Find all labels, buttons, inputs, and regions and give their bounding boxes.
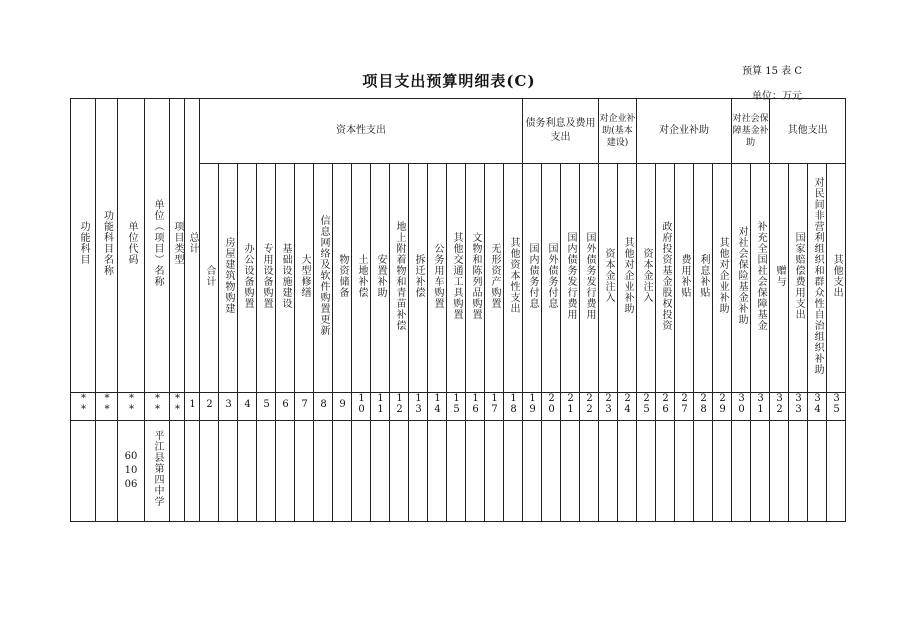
index-number-32: 34: [808, 393, 827, 421]
group-enterprise: 对企业补助: [637, 99, 732, 164]
header-unit-name: 单位（项目）名称: [145, 99, 170, 393]
header-project-type: 项目类型: [170, 99, 185, 393]
index-number-20: 22: [580, 393, 599, 421]
index-fixed-4: **: [170, 393, 185, 421]
subheader-other-3: 其他支出: [827, 164, 846, 393]
data-cell: [637, 421, 656, 522]
index-number-25: 27: [675, 393, 694, 421]
group-debt: 债务利息及费用支出: [523, 99, 599, 164]
header-function-name: 功能科目名称: [96, 99, 118, 393]
index-number-12: 14: [428, 393, 447, 421]
subheader-capital-11: 拆迁补偿: [409, 164, 428, 393]
data-cell: [371, 421, 390, 522]
index-fixed-3: **: [145, 393, 170, 421]
index-number-27: 29: [713, 393, 732, 421]
index-fixed-5: 1: [185, 393, 200, 421]
data-cell: [314, 421, 333, 522]
subheader-debt-3: 国外债务发行费用: [580, 164, 599, 393]
index-number-26: 28: [694, 393, 713, 421]
data-cell: [409, 421, 428, 522]
group-social: 对社会保障基金补助: [732, 99, 770, 164]
index-number-31: 33: [789, 393, 808, 421]
header-function-code: 功能科目: [71, 99, 96, 393]
data-cell: [694, 421, 713, 522]
group-other: 其他支出: [770, 99, 846, 164]
data-cell: [732, 421, 751, 522]
index-number-8: 10: [352, 393, 371, 421]
data-cell: [428, 421, 447, 522]
subheader-capital-6: 信息网络及软件购置更新: [314, 164, 333, 393]
cell-function-code: [71, 421, 96, 522]
subheader-debt-0: 国内债务付息: [523, 164, 542, 393]
subheader-enterprise-1: 政府投资基金股权投资: [656, 164, 675, 393]
index-number-0: 2: [200, 393, 219, 421]
subheader-capital-9: 安置补助: [371, 164, 390, 393]
subheader-enterprise-2: 费用补贴: [675, 164, 694, 393]
budget-table: [70, 98, 846, 522]
index-number-28: 30: [732, 393, 751, 421]
data-cell: [523, 421, 542, 522]
data-cell: [447, 421, 466, 522]
index-fixed-2: **: [118, 393, 145, 421]
index-number-16: 18: [504, 393, 523, 421]
header-total: 总计: [185, 99, 200, 393]
cell-total: [185, 421, 200, 522]
data-cell: [751, 421, 770, 522]
form-code: 预算 15 表 C: [742, 66, 802, 77]
subheader-capital-10: 地上附着物和青苗补偿: [390, 164, 409, 393]
index-number-18: 20: [542, 393, 561, 421]
subheader-capital-12: 公务用车购置: [428, 164, 447, 393]
header-unit-code: 单位代码: [118, 99, 145, 393]
subheader-social-1: 补充全国社会保障基金: [751, 164, 770, 393]
index-number-4: 6: [276, 393, 295, 421]
subheader-capital-14: 文物和陈列品购置: [466, 164, 485, 393]
cell-project-type: [170, 421, 185, 522]
index-number-19: 21: [561, 393, 580, 421]
subheader-capital-3: 专用设备购置: [257, 164, 276, 393]
index-number-9: 11: [371, 393, 390, 421]
data-cell: [295, 421, 314, 522]
data-cell: [257, 421, 276, 522]
index-number-3: 5: [257, 393, 276, 421]
subheader-capital-13: 其他交通工具购置: [447, 164, 466, 393]
group-enterprise-capital: 对企业补助(基本建设): [599, 99, 637, 164]
index-number-17: 19: [523, 393, 542, 421]
cell-function-name: [96, 421, 118, 522]
index-number-21: 23: [599, 393, 618, 421]
data-cell: [808, 421, 827, 522]
subheader-capital-0: 合计: [200, 164, 219, 393]
subheader-capital-15: 无形资产购置: [485, 164, 504, 393]
data-cell: [504, 421, 523, 522]
index-number-7: 9: [333, 393, 352, 421]
cell-unit-name: 平江县第四中学: [145, 421, 170, 522]
data-cell: [713, 421, 732, 522]
subheader-capital-2: 办公设备购置: [238, 164, 257, 393]
index-number-5: 7: [295, 393, 314, 421]
group-capital: 资本性支出: [200, 99, 523, 164]
subheader-capital-5: 大型修缮: [295, 164, 314, 393]
index-number-6: 8: [314, 393, 333, 421]
index-number-23: 25: [637, 393, 656, 421]
subheader-capital-16: 其他资本性支出: [504, 164, 523, 393]
page-title: 项目支出预算明细表(C): [362, 72, 536, 90]
index-number-24: 26: [656, 393, 675, 421]
subheader-debt-1: 国外债务付息: [542, 164, 561, 393]
index-number-14: 16: [466, 393, 485, 421]
subheader-capital-8: 土地补偿: [352, 164, 371, 393]
data-cell: [466, 421, 485, 522]
data-cell: [656, 421, 675, 522]
index-number-29: 31: [751, 393, 770, 421]
subheader-other-1: 国家赔偿费用支出: [789, 164, 808, 393]
index-number-33: 35: [827, 393, 846, 421]
data-cell: [238, 421, 257, 522]
data-cell: [580, 421, 599, 522]
data-cell: [561, 421, 580, 522]
subheader-enterprise_capital-0: 资本金注入: [599, 164, 618, 393]
index-number-1: 3: [219, 393, 238, 421]
index-number-22: 24: [618, 393, 637, 421]
subheader-debt-2: 国内债务发行费用: [561, 164, 580, 393]
index-number-13: 15: [447, 393, 466, 421]
data-cell: [485, 421, 504, 522]
data-cell: [675, 421, 694, 522]
data-cell: [390, 421, 409, 522]
subheader-enterprise-0: 资本金注入: [637, 164, 656, 393]
subheader-enterprise_capital-1: 其他对企业补助: [618, 164, 637, 393]
data-cell: [542, 421, 561, 522]
data-cell: [219, 421, 238, 522]
subheader-capital-4: 基础设施建设: [276, 164, 295, 393]
data-cell: [352, 421, 371, 522]
index-number-2: 4: [238, 393, 257, 421]
unit-label: 单位：万元: [752, 91, 802, 102]
subheader-capital-1: 房屋建筑物购建: [219, 164, 238, 393]
index-fixed-0: **: [71, 393, 96, 421]
subheader-enterprise-3: 利息补贴: [694, 164, 713, 393]
data-cell: [276, 421, 295, 522]
data-cell: [789, 421, 808, 522]
index-number-15: 17: [485, 393, 504, 421]
cell-unit-code: 601006: [118, 421, 145, 522]
index-number-10: 12: [390, 393, 409, 421]
data-cell: [827, 421, 846, 522]
index-number-11: 13: [409, 393, 428, 421]
data-cell: [618, 421, 637, 522]
subheader-other-2: 对民间非营利组织和群众性自治组织补助: [808, 164, 827, 393]
data-cell: [200, 421, 219, 522]
subheader-social-0: 对社会保险基金补助: [732, 164, 751, 393]
data-cell: [770, 421, 789, 522]
index-number-30: 32: [770, 393, 789, 421]
index-fixed-1: **: [96, 393, 118, 421]
subheader-capital-7: 物资储备: [333, 164, 352, 393]
data-cell: [333, 421, 352, 522]
data-cell: [599, 421, 618, 522]
subheader-enterprise-4: 其他对企业补助: [713, 164, 732, 393]
subheader-other-0: 赠与: [770, 164, 789, 393]
